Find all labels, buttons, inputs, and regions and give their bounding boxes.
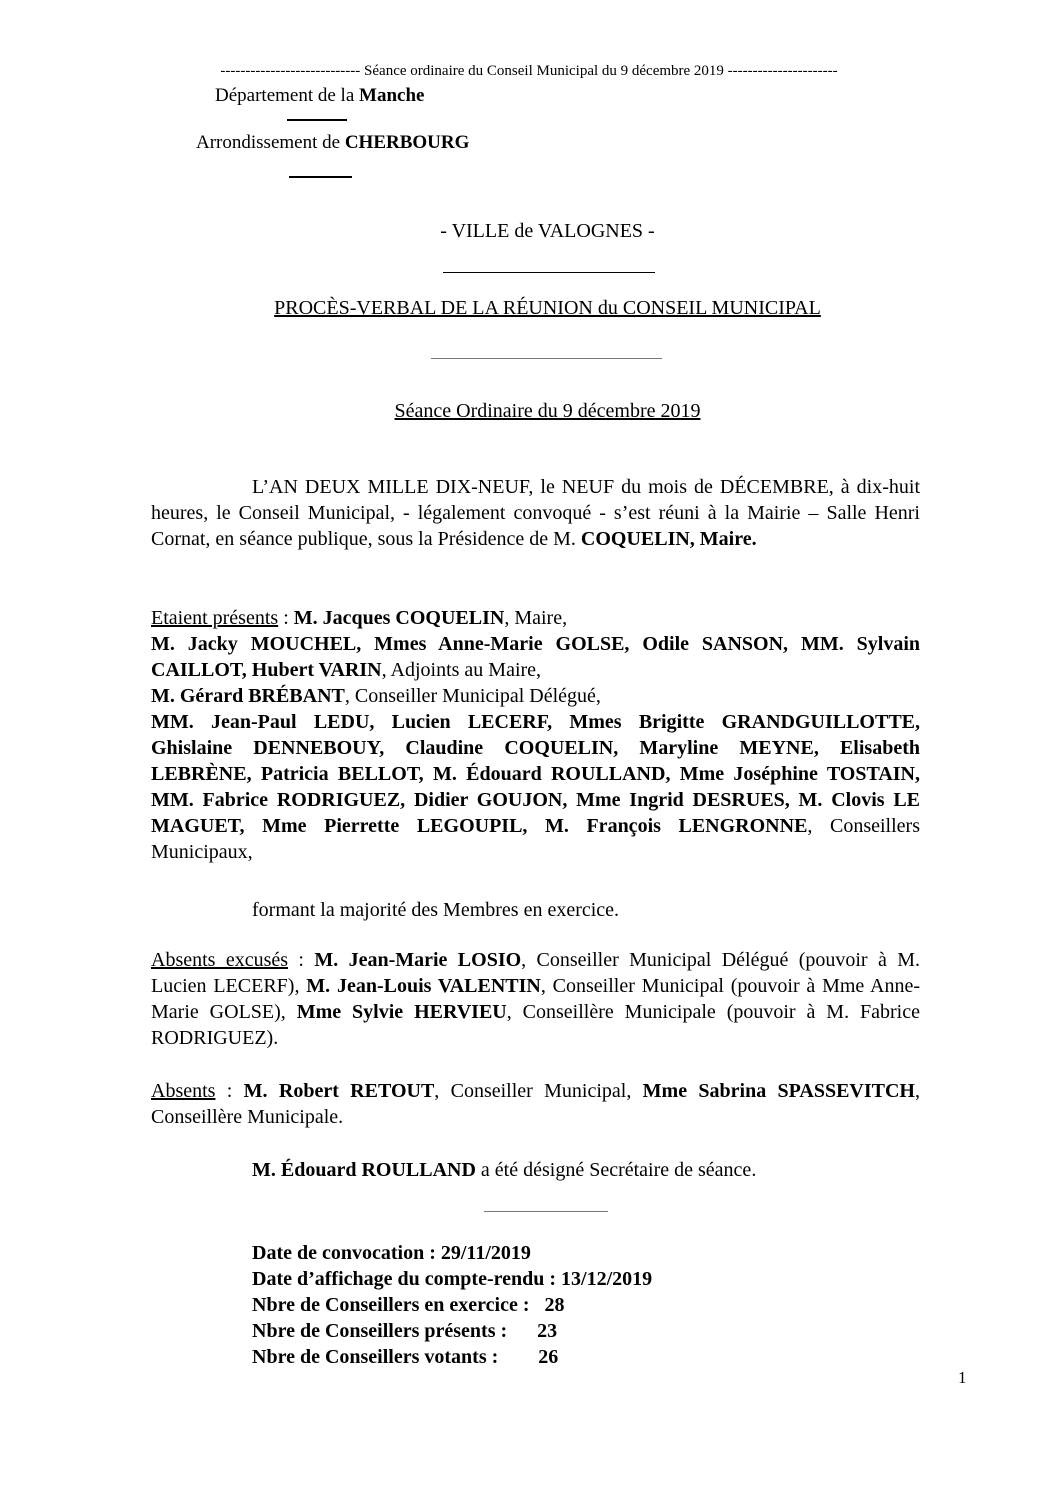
separator-rule — [443, 272, 655, 273]
stat-row: Date de convocation : 29/11/2019 — [252, 1242, 531, 1264]
presents-paragraph: Etaient présents : M. Jacques COQUELIN, Maire, M. Jacky MOUCHEL, Mmes Anne-Marie GOLSE, Odile SANSON, MM. Sylvain CAILLOT, Hubert VARIN, Adjoints au Maire, M. Gérard BRÉBANT, Conseiller Municipal Délégué, MM. Jean-Paul LEDU, Lucien LECERF, Mmes Brigitte GRANDGUILLOTTE, Ghislaine DENNEBOUY, Claudine COQUELIN, Maryline MEYNE, Elisabeth LEBRÈNE, Patricia BELLOT, M. Édouard ROULLAND, Mme Joséphine TOSTAIN, MM. Fabrice RODRIGUEZ, Didier GOUJON, Mme Ingrid DESRUES, M. Clovis LE MAGUET, Mme Pierrette LEGOUPIL, M. François LENGRONNE, Conseillers Municipaux, — [151, 607, 920, 863]
separator-rule — [287, 119, 347, 121]
stat-row: Nbre de Conseillers en exercice : 28 — [252, 1294, 565, 1316]
stat-row: Nbre de Conseillers votants : 26 — [252, 1346, 559, 1368]
separator-rule — [484, 1211, 608, 1212]
town-title: - VILLE de VALOGNES - — [440, 220, 655, 242]
arrondissement-line: Arrondissement de CHERBOURG — [196, 132, 470, 153]
separator-rule — [431, 358, 662, 359]
session-stats — [252, 1240, 652, 1370]
excuses-label: Absents excusés — [151, 949, 289, 971]
stat-row: Nbre de Conseillers présents : 23 — [252, 1320, 558, 1342]
session-title: Séance Ordinaire du 9 décembre 2019 — [394, 400, 701, 422]
running-header: ---------------------------- Séance ordinaire du Conseil Municipal du 9 décembre 2019 ---------------------- — [220, 63, 838, 79]
departement-line: Département de la Manche — [215, 85, 425, 106]
page-number: 1 — [958, 1368, 967, 1387]
absents-paragraph: Absents : M. Robert RETOUT, Conseiller Municipal, Mme Sabrina SPASSEVITCH, Conseillère Municipale. — [151, 1080, 920, 1128]
document-title: PROCÈS-VERBAL DE LA RÉUNION du CONSEIL MUNICIPAL — [274, 297, 821, 319]
separator-rule — [289, 176, 352, 178]
secretary-line: M. Édouard ROULLAND a été désigné Secrétaire de séance. — [252, 1159, 757, 1181]
absents-label: Absents — [151, 1080, 216, 1102]
presents-label: Etaient présents — [151, 607, 279, 629]
majority-line: formant la majorité des Membres en exercice. — [252, 899, 620, 921]
stat-row: Date d’affichage du compte-rendu : 13/12/2019 — [252, 1268, 653, 1290]
intro-paragraph: L’AN DEUX MILLE DIX-NEUF, le NEUF du mois de DÉCEMBRE, à dix-huit heures, le Conseil Municipal, - légalement convoqué - s’est réuni à la Mairie – Salle Henri Cornat, en séance publique, sous la Présidence de M. COQUELIN, Maire. — [151, 476, 920, 550]
excuses-paragraph: Absents excusés : M. Jean-Marie LOSIO, Conseiller Municipal Délégué (pouvoir à M. Lucien LECERF), M. Jean-Louis VALENTIN, Conseiller Municipal (pouvoir à Mme Anne-Marie GOLSE), Mme Sylvie HERVIEU, Conseillère Municipale (pouvoir à M. Fabrice RODRIGUEZ). — [151, 949, 921, 1049]
